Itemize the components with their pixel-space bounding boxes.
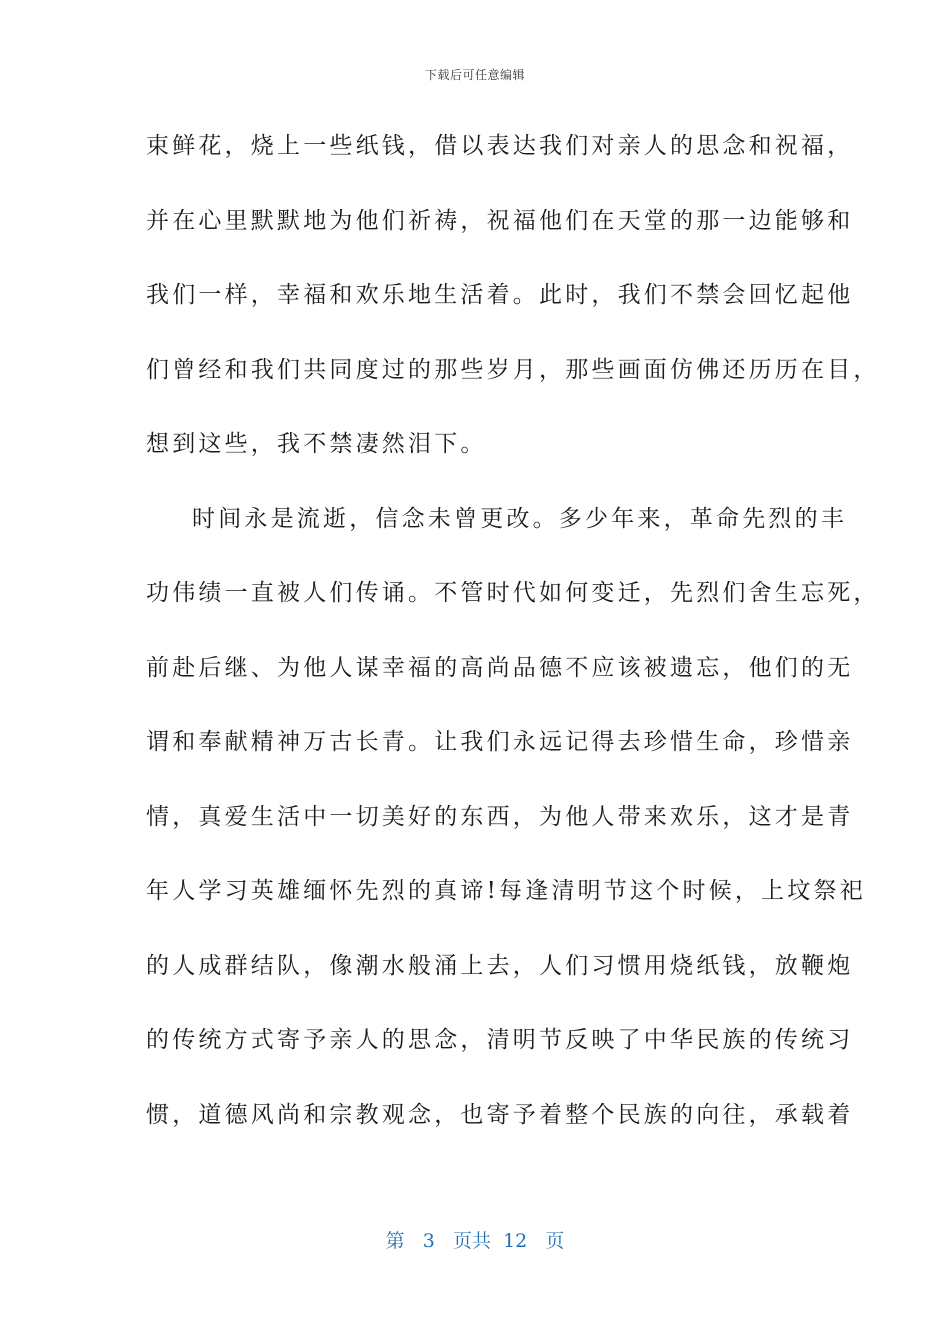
text-line: 谓和奉献精神万古长青。让我们永远记得去珍惜生命，珍惜亲 (146, 729, 854, 755)
total-pages-number: 12 (503, 1230, 528, 1252)
paragraph-start-line: 时间永是流逝，信念未曾更改。多少年来，革命先烈的丰 (192, 505, 847, 532)
text-line: 想到这些，我不禁凄然泪下。 (146, 431, 487, 457)
text-line: 束鲜花，烧上一些纸钱，借以表达我们对亲人的思念和祝福， (146, 133, 854, 159)
text-line: 们曾经和我们共同度过的那些岁月，那些画面仿佛还历历在目， (146, 356, 880, 383)
page-number-footer (0, 1226, 950, 1253)
text-line: 并在心里默默地为他们祈祷，祝福他们在天堂的那一边能够和 (146, 207, 854, 234)
text-line: 功伟绩一直被人们传诵。不管时代如何变迁，先烈们舍生忘死， (146, 580, 880, 606)
footer-prefix: 第 (385, 1230, 405, 1252)
text-line: 的人成群结队，像潮水般涌上去，人们习惯用烧纸钱，放鞭炮 (146, 952, 854, 979)
text-line: 前赴后继、为他人谋幸福的高尚品德不应该被遗忘，他们的无 (146, 654, 854, 681)
document-body (146, 122, 880, 1165)
text-line: 年人学习英雄缅怀先烈的真谛!每逢清明节这个时候，上坟祭祀 (146, 878, 866, 904)
footer-middle: 页共 (452, 1230, 491, 1252)
current-page-number: 3 (422, 1230, 435, 1252)
text-line: 的传统方式寄予亲人的思念，清明节反映了中华民族的传统习 (146, 1027, 854, 1053)
page-header: 下载后可任意编辑 (424, 68, 525, 82)
text-line: 惯，道德风尚和宗教观念，也寄予着整个民族的向往，承载着 (146, 1101, 854, 1128)
text-line: 情，真爱生活中一切美好的东西，为他人带来欢乐，这才是青 (146, 803, 854, 830)
footer-suffix: 页 (545, 1230, 565, 1252)
text-line: 我们一样，幸福和欢乐地生活着。此时，我们不禁会回忆起他 (146, 282, 854, 308)
